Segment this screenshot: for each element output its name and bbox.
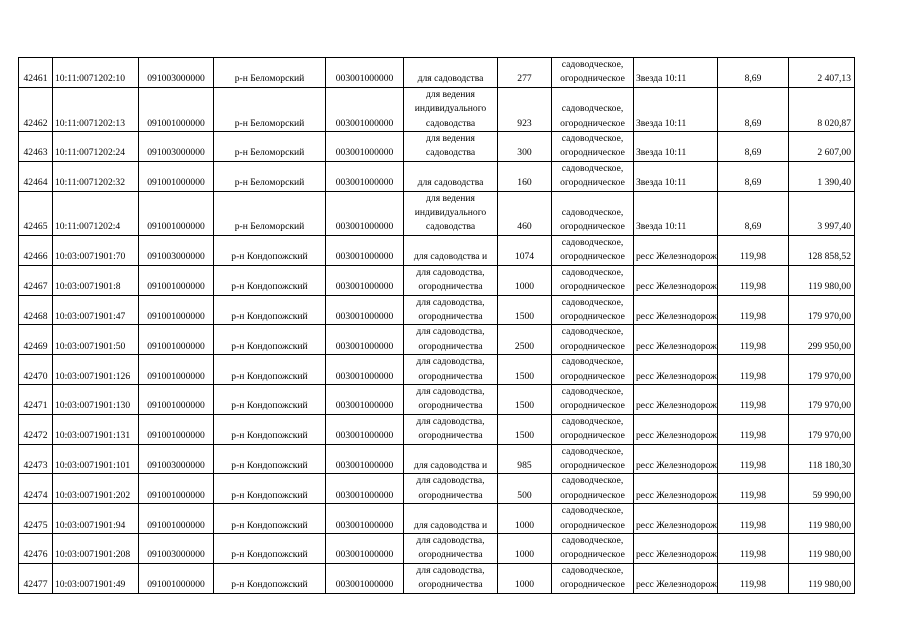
address: Звезда 10:11 (634, 58, 718, 88)
land-area: 985 (498, 444, 552, 474)
permitted-use (404, 58, 498, 88)
land-category-line: садоводческое, (561, 266, 624, 278)
land-category-line: огородническое (560, 430, 625, 442)
permitted-use-line: для садоводства и (413, 519, 488, 531)
row-number: 42464 (19, 161, 53, 191)
permitted-use-line: огородничества (418, 430, 483, 442)
permitted-use (404, 132, 498, 162)
land-category (552, 534, 634, 564)
permitted-use-line: для садоводства, (416, 535, 485, 546)
table-row (19, 132, 855, 162)
land-category-line: садоводческое, (561, 505, 624, 517)
land-area: 1000 (498, 265, 552, 295)
specific-value: 8,69 (718, 191, 789, 235)
table-row (19, 384, 855, 414)
cadastral-value: 118 180,30 (789, 444, 855, 474)
specific-value: 8,69 (718, 58, 789, 88)
land-category-line: огородническое (560, 177, 625, 189)
land-area: 1000 (498, 534, 552, 564)
permitted-use-line: огородничества (418, 400, 483, 412)
row-number: 42468 (19, 295, 53, 325)
category-code: 003001000000 (326, 235, 404, 265)
permitted-use-line: огородничества (418, 489, 483, 501)
row-number: 42476 (19, 534, 53, 564)
land-area: 1000 (498, 563, 552, 593)
permitted-use (404, 534, 498, 564)
land-category-line: садоводческое, (561, 415, 624, 427)
land-category (552, 87, 634, 131)
land-category-line: садоводческое, (561, 445, 624, 457)
okato-code: 091003000000 (139, 534, 214, 564)
district-name: р-н Беломорский (214, 161, 326, 191)
table-row (19, 295, 855, 325)
district-name: р-н Кондопожский (214, 235, 326, 265)
address: ресс Железнодорож (634, 295, 718, 325)
district-name: р-н Кондопожский (214, 265, 326, 295)
specific-value: 119,98 (718, 534, 789, 564)
specific-value: 119,98 (718, 325, 789, 355)
row-number: 42462 (19, 87, 53, 131)
cadastral-number: 10:03:0071901:47 (53, 295, 139, 325)
permitted-use-line: для садоводства (417, 177, 484, 189)
category-code: 003001000000 (326, 295, 404, 325)
specific-value: 119,98 (718, 235, 789, 265)
cadastral-number: 10:11:0071202:13 (53, 87, 139, 131)
permitted-use-line: для садоводства, (416, 475, 485, 487)
cadastral-value: 119 980,00 (789, 265, 855, 295)
row-number: 42466 (19, 235, 53, 265)
table-row (19, 191, 855, 235)
land-area: 460 (498, 191, 552, 235)
district-name: р-н Беломорский (214, 58, 326, 88)
category-code: 003001000000 (326, 58, 404, 88)
specific-value: 8,69 (718, 87, 789, 131)
land-category-line: садоводческое, (561, 385, 624, 397)
permitted-use-line: для ведения (426, 88, 475, 100)
land-category-line: огородническое (560, 579, 625, 591)
category-code: 003001000000 (326, 444, 404, 474)
okato-code: 091001000000 (139, 384, 214, 414)
land-area: 1000 (498, 504, 552, 534)
district-name: р-н Беломорский (214, 87, 326, 131)
cadastral-value: 128 858,52 (789, 235, 855, 265)
cadastral-number: 10:11:0071202:32 (53, 161, 139, 191)
land-category (552, 265, 634, 295)
land-area: 1500 (498, 384, 552, 414)
okato-code: 091001000000 (139, 191, 214, 235)
specific-value: 119,98 (718, 265, 789, 295)
land-area: 923 (498, 87, 552, 131)
cadastral-number: 10:03:0071901:49 (53, 563, 139, 593)
land-category-line: огородническое (560, 370, 625, 382)
district-name: р-н Беломорский (214, 132, 326, 162)
permitted-use (404, 265, 498, 295)
land-category-line: огородническое (560, 549, 625, 561)
table-row (19, 87, 855, 131)
land-category-line: огородническое (560, 73, 625, 85)
district-name: р-н Кондопожский (214, 414, 326, 444)
cadastral-value: 2 407,13 (789, 58, 855, 88)
specific-value: 8,69 (718, 132, 789, 162)
land-category-line: огородническое (560, 221, 625, 233)
cadastral-value: 179 970,00 (789, 414, 855, 444)
land-category-line: огородническое (560, 310, 625, 322)
table-row (19, 504, 855, 534)
cadastral-number: 10:03:0071901:126 (53, 355, 139, 385)
permitted-use (404, 384, 498, 414)
land-category (552, 355, 634, 385)
land-registry-table (18, 57, 855, 594)
address: ресс Железнодорож (634, 384, 718, 414)
category-code: 003001000000 (326, 474, 404, 504)
okato-code: 091003000000 (139, 58, 214, 88)
cadastral-value: 299 950,00 (789, 325, 855, 355)
permitted-use (404, 355, 498, 385)
address: ресс Железнодорож (634, 444, 718, 474)
land-category-line: садоводческое, (561, 236, 624, 248)
cadastral-number: 10:11:0071202:4 (53, 191, 139, 235)
row-number: 42475 (19, 504, 53, 534)
land-category (552, 161, 634, 191)
okato-code: 091001000000 (139, 295, 214, 325)
specific-value: 119,98 (718, 355, 789, 385)
permitted-use-line: для садоводства, (416, 266, 485, 278)
cadastral-number: 10:03:0071901:8 (53, 265, 139, 295)
permitted-use-line: индивидуального (414, 207, 487, 219)
table-row (19, 355, 855, 385)
land-category-line: огородническое (560, 489, 625, 501)
cadastral-value: 2 607,00 (789, 132, 855, 162)
cadastral-number: 10:03:0071901:202 (53, 474, 139, 504)
district-name: р-н Кондопожский (214, 474, 326, 504)
permitted-use (404, 161, 498, 191)
row-number: 42472 (19, 414, 53, 444)
land-area: 1500 (498, 355, 552, 385)
table-row (19, 534, 855, 564)
district-name: р-н Кондопожский (214, 504, 326, 534)
okato-code: 091001000000 (139, 87, 214, 131)
district-name: р-н Кондопожский (214, 563, 326, 593)
cadastral-value: 1 390,40 (789, 161, 855, 191)
land-category (552, 444, 634, 474)
permitted-use-line: для ведения (426, 133, 475, 145)
permitted-use-line: садоводства (425, 147, 476, 159)
land-category-line: огородническое (560, 519, 625, 531)
okato-code: 091003000000 (139, 235, 214, 265)
address: ресс Железнодорож (634, 235, 718, 265)
address: ресс Железнодорож (634, 355, 718, 385)
permitted-use-line: огородничества (418, 340, 483, 352)
okato-code: 091001000000 (139, 161, 214, 191)
okato-code: 091003000000 (139, 132, 214, 162)
cadastral-number: 10:03:0071901:101 (53, 444, 139, 474)
permitted-use-line: огородничества (418, 370, 483, 382)
okato-code: 091001000000 (139, 504, 214, 534)
address: Звезда 10:11 (634, 87, 718, 131)
permitted-use (404, 504, 498, 534)
land-category-line: огородническое (560, 117, 625, 129)
table-row (19, 563, 855, 593)
row-number: 42470 (19, 355, 53, 385)
row-number: 42465 (19, 191, 53, 235)
table-row (19, 58, 855, 88)
land-category-line: садоводческое, (561, 356, 624, 368)
cadastral-number: 10:03:0071901:70 (53, 235, 139, 265)
permitted-use-line: для садоводства и (413, 459, 488, 471)
permitted-use-line: для садоводства (417, 73, 484, 85)
row-number: 42474 (19, 474, 53, 504)
land-area: 300 (498, 132, 552, 162)
address: ресс Железнодорож (634, 325, 718, 355)
cadastral-number: 10:11:0071202:10 (53, 58, 139, 88)
land-area: 500 (498, 474, 552, 504)
district-name: р-н Кондопожский (214, 384, 326, 414)
category-code: 003001000000 (326, 87, 404, 131)
permitted-use (404, 444, 498, 474)
okato-code: 091001000000 (139, 265, 214, 295)
district-name: р-н Кондопожский (214, 534, 326, 564)
land-category (552, 504, 634, 534)
land-category-line: огородническое (560, 281, 625, 293)
specific-value: 119,98 (718, 504, 789, 534)
okato-code: 091001000000 (139, 355, 214, 385)
permitted-use-line: огородничества (418, 579, 483, 591)
okato-code: 091001000000 (139, 414, 214, 444)
permitted-use-line: для ведения (426, 192, 475, 204)
table-row (19, 235, 855, 265)
land-category (552, 191, 634, 235)
permitted-use-line: огородничества (418, 310, 483, 322)
land-area: 277 (498, 58, 552, 88)
specific-value: 119,98 (718, 295, 789, 325)
permitted-use (404, 235, 498, 265)
table-row (19, 161, 855, 191)
land-area: 1074 (498, 235, 552, 265)
row-number: 42473 (19, 444, 53, 474)
okato-code: 091003000000 (139, 444, 214, 474)
land-category-line: садоводческое, (561, 326, 624, 338)
land-area: 1500 (498, 414, 552, 444)
land-category-line: садоводческое, (561, 207, 624, 219)
cadastral-value: 119 980,00 (789, 563, 855, 593)
address: ресс Железнодорож (634, 534, 718, 564)
permitted-use-line: для садоводства, (416, 415, 485, 427)
table-row (19, 444, 855, 474)
permitted-use-line: огородничества (418, 281, 483, 293)
district-name: р-н Кондопожский (214, 444, 326, 474)
permitted-use-line: для садоводства, (416, 326, 485, 338)
land-category-line: садоводческое, (561, 296, 624, 308)
land-category (552, 325, 634, 355)
permitted-use (404, 414, 498, 444)
cadastral-number: 10:03:0071901:50 (53, 325, 139, 355)
land-category-line: огородническое (560, 400, 625, 412)
land-category-line: садоводческое, (561, 162, 624, 174)
row-number: 42467 (19, 265, 53, 295)
cadastral-value: 179 970,00 (789, 355, 855, 385)
category-code: 003001000000 (326, 355, 404, 385)
permitted-use-line: для садоводства и (413, 251, 488, 263)
cadastral-value: 119 980,00 (789, 534, 855, 564)
land-category-line: огородническое (560, 340, 625, 352)
land-category (552, 235, 634, 265)
permitted-use-line: садоводства (425, 117, 476, 129)
specific-value: 119,98 (718, 414, 789, 444)
address: Звезда 10:11 (634, 161, 718, 191)
cadastral-value: 3 997,40 (789, 191, 855, 235)
cadastral-value: 179 970,00 (789, 295, 855, 325)
address: ресс Железнодорож (634, 563, 718, 593)
land-area: 160 (498, 161, 552, 191)
address: ресс Железнодорож (634, 504, 718, 534)
permitted-use (404, 325, 498, 355)
district-name: р-н Кондопожский (214, 295, 326, 325)
table-row (19, 265, 855, 295)
land-category (552, 384, 634, 414)
permitted-use-line: для садоводства, (416, 385, 485, 397)
land-category (552, 474, 634, 504)
land-category-line: садоводческое, (561, 133, 624, 145)
row-number: 42461 (19, 58, 53, 88)
permitted-use-line: для садоводства, (416, 356, 485, 368)
permitted-use (404, 295, 498, 325)
category-code: 003001000000 (326, 384, 404, 414)
land-area: 2500 (498, 325, 552, 355)
permitted-use-line: садоводства (425, 221, 476, 233)
category-code: 003001000000 (326, 563, 404, 593)
okato-code: 091001000000 (139, 325, 214, 355)
district-name: р-н Беломорский (214, 191, 326, 235)
land-category (552, 58, 634, 88)
address: Звезда 10:11 (634, 191, 718, 235)
district-name: р-н Кондопожский (214, 325, 326, 355)
table-row (19, 325, 855, 355)
specific-value: 8,69 (718, 161, 789, 191)
cadastral-value: 119 980,00 (789, 504, 855, 534)
land-category-line: огородническое (560, 251, 625, 263)
category-code: 003001000000 (326, 504, 404, 534)
permitted-use-line: для садоводства, (416, 564, 485, 576)
cadastral-number: 10:03:0071901:130 (53, 384, 139, 414)
category-code: 003001000000 (326, 265, 404, 295)
specific-value: 119,98 (718, 384, 789, 414)
row-number: 42477 (19, 563, 53, 593)
table-row (19, 414, 855, 444)
address: ресс Железнодорож (634, 474, 718, 504)
address: ресс Железнодорож (634, 265, 718, 295)
category-code: 003001000000 (326, 161, 404, 191)
category-code: 003001000000 (326, 132, 404, 162)
permitted-use-line: огородничества (418, 549, 483, 561)
table-row (19, 474, 855, 504)
address: Звезда 10:11 (634, 132, 718, 162)
land-category-line: садоводческое, (561, 564, 624, 576)
land-category (552, 132, 634, 162)
land-category (552, 295, 634, 325)
address: ресс Железнодорож (634, 414, 718, 444)
table-body (19, 58, 855, 594)
okato-code: 091001000000 (139, 474, 214, 504)
land-category-line: садоводческое, (561, 475, 624, 487)
specific-value: 119,98 (718, 444, 789, 474)
specific-value: 119,98 (718, 563, 789, 593)
cadastral-value: 179 970,00 (789, 384, 855, 414)
land-category-line: садоводческое, (561, 535, 624, 546)
permitted-use-line: для садоводства, (416, 296, 485, 308)
row-number: 42471 (19, 384, 53, 414)
cadastral-number: 10:03:0071901:131 (53, 414, 139, 444)
cadastral-number: 10:03:0071901:208 (53, 534, 139, 564)
land-category-line: огородническое (560, 147, 625, 159)
category-code: 003001000000 (326, 414, 404, 444)
okato-code: 091001000000 (139, 563, 214, 593)
category-code: 003001000000 (326, 325, 404, 355)
cadastral-number: 10:11:0071202:24 (53, 132, 139, 162)
cadastral-value: 8 020,87 (789, 87, 855, 131)
cadastral-value: 59 990,00 (789, 474, 855, 504)
land-category-line: огородническое (560, 459, 625, 471)
permitted-use (404, 87, 498, 131)
specific-value: 119,98 (718, 474, 789, 504)
permitted-use (404, 191, 498, 235)
permitted-use-line: индивидуального (414, 103, 487, 115)
permitted-use (404, 474, 498, 504)
land-category (552, 414, 634, 444)
cadastral-number: 10:03:0071901:94 (53, 504, 139, 534)
district-name: р-н Кондопожский (214, 355, 326, 385)
land-category-line: садоводческое, (561, 59, 624, 70)
category-code: 003001000000 (326, 534, 404, 564)
category-code: 003001000000 (326, 191, 404, 235)
land-category (552, 563, 634, 593)
land-category-line: садоводческое, (561, 103, 624, 115)
row-number: 42463 (19, 132, 53, 162)
row-number: 42469 (19, 325, 53, 355)
permitted-use (404, 563, 498, 593)
land-area: 1500 (498, 295, 552, 325)
